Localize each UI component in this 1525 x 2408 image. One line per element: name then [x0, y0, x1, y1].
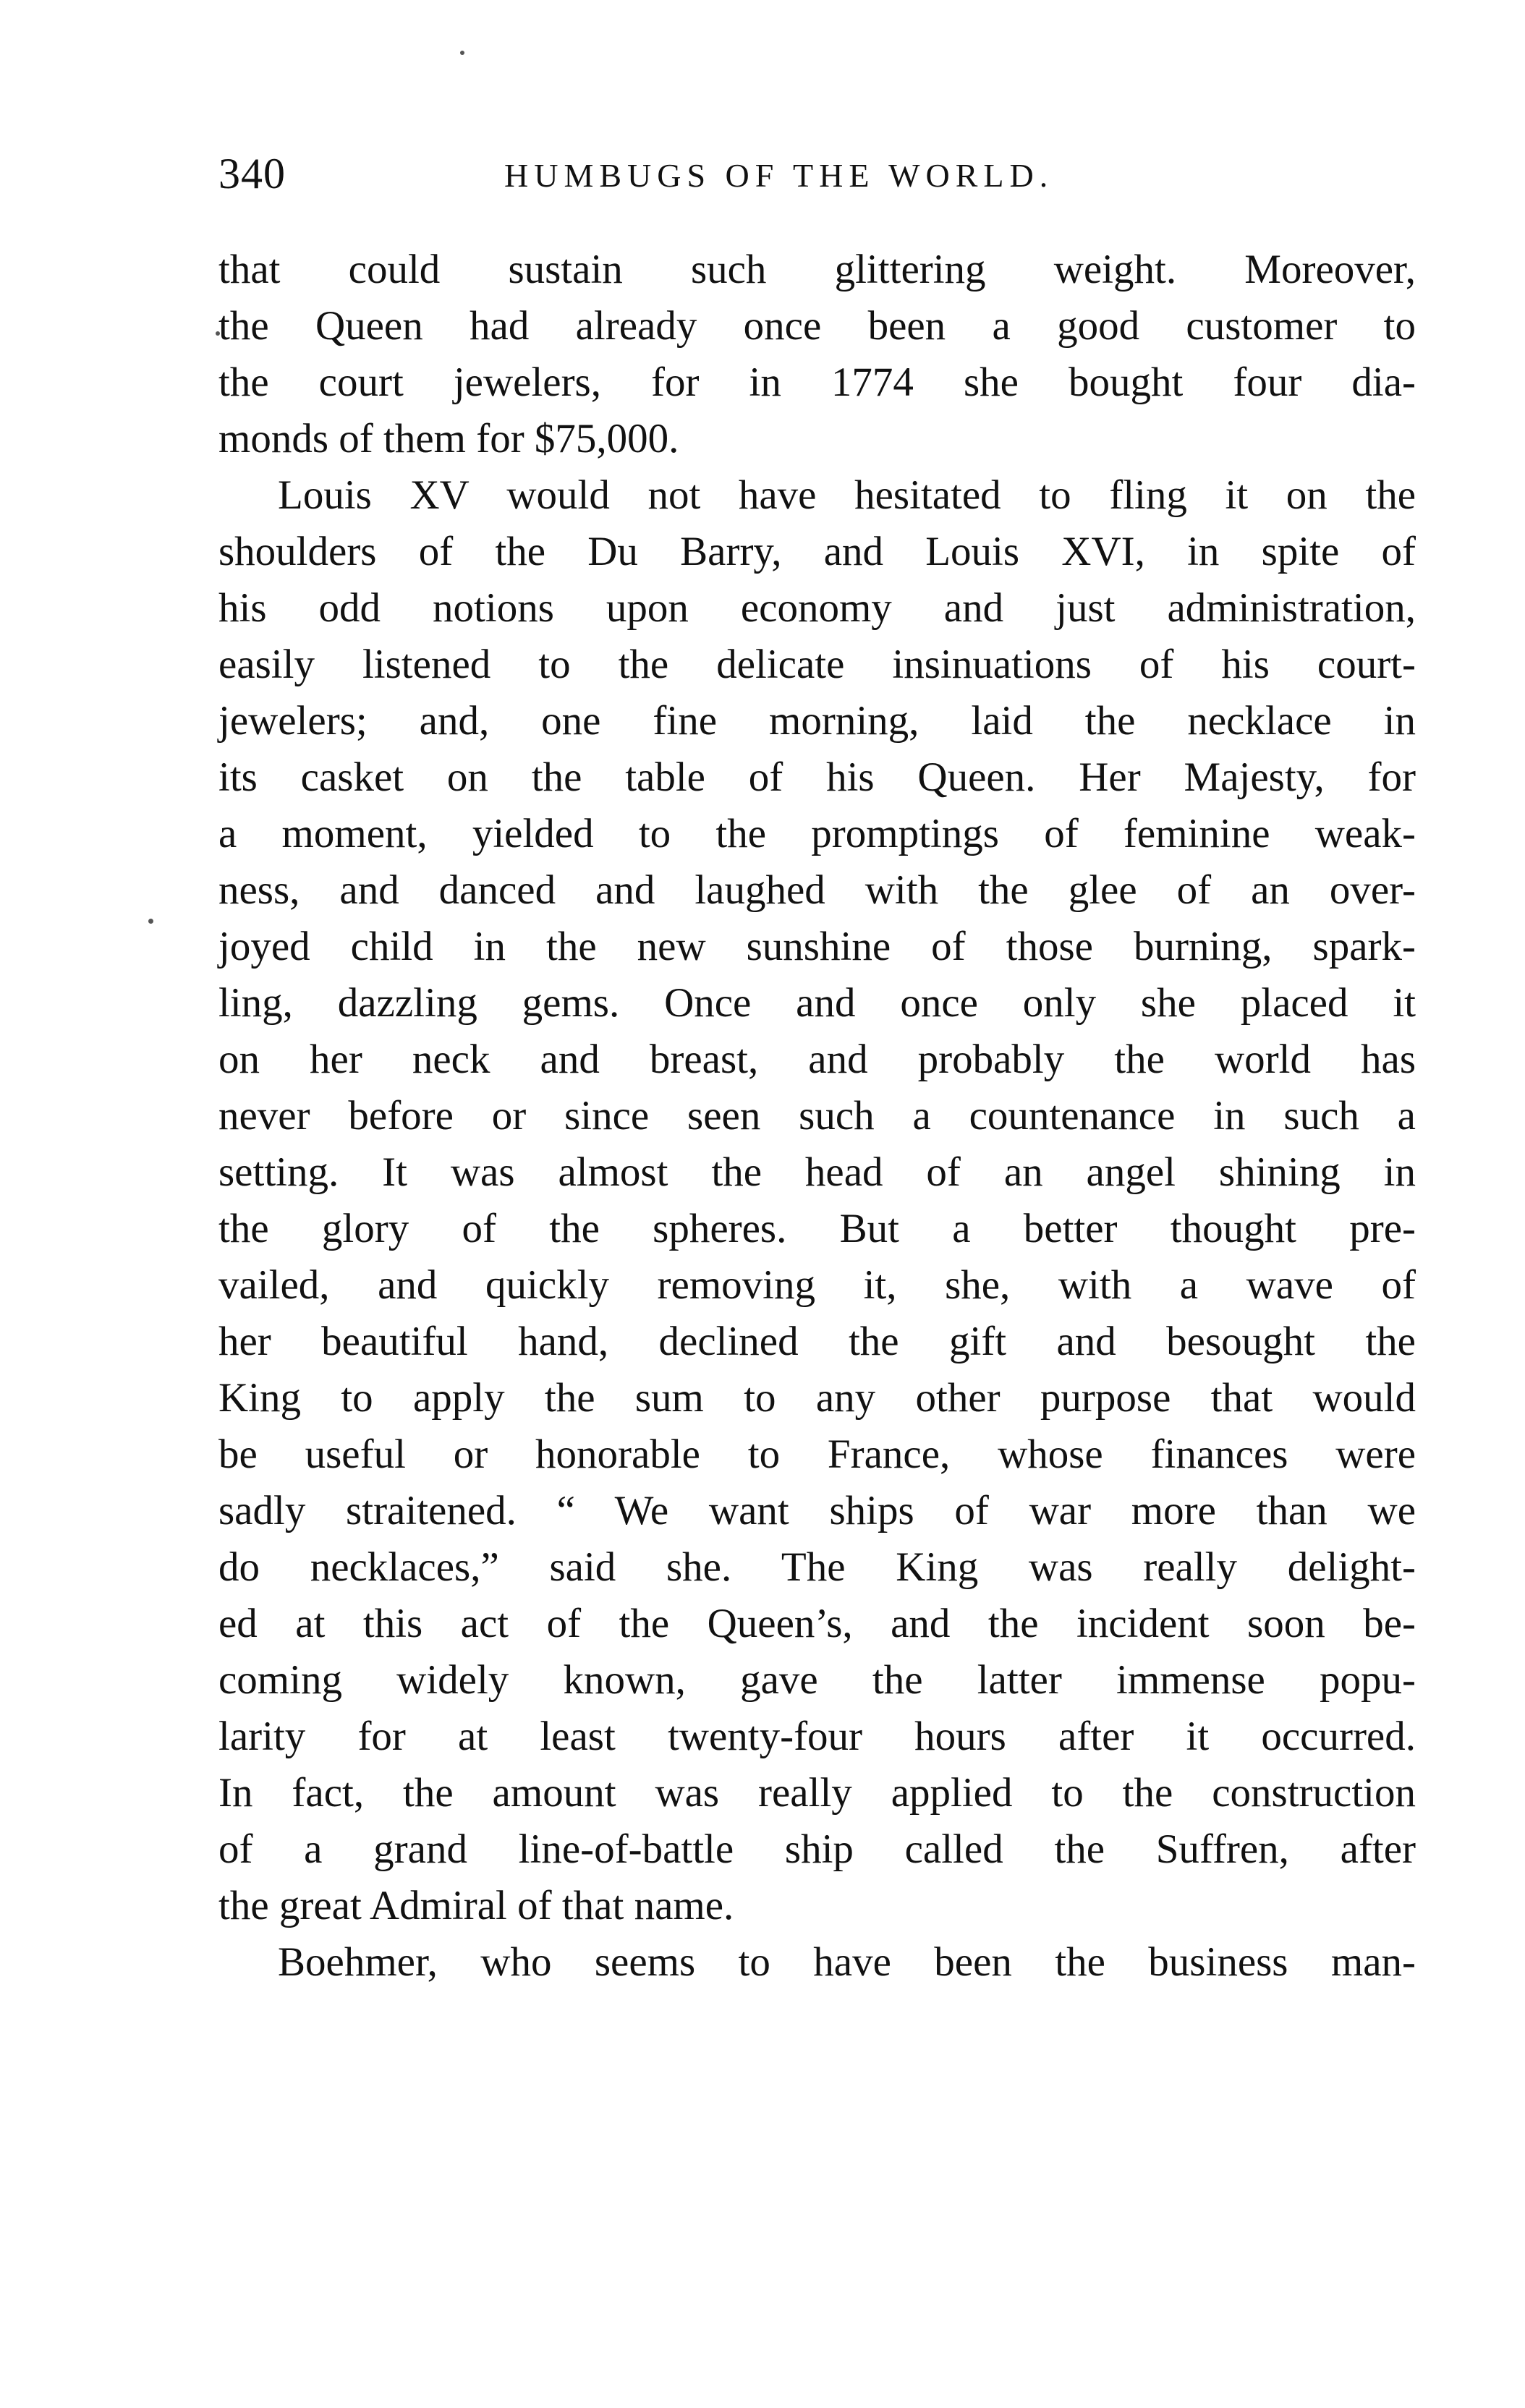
- text-line: the Queen had already once been a good customer to: [218, 303, 1416, 349]
- paragraph-first-line: Boehmer, who seems to have been the business man-: [278, 1939, 1416, 1985]
- text-line: vailed, and quickly removing it, she, with a wave of: [218, 1262, 1416, 1308]
- text-line: shoulders of the Du Barry, and Louis XVI, in spite of: [218, 529, 1416, 574]
- text-line: ness, and danced and laughed with the glee of an over-: [218, 867, 1416, 913]
- text-line: sadly straitened. “ We want ships of war more than we: [218, 1488, 1416, 1533]
- text-line: ling, dazzling gems. Once and once only she placed it: [218, 980, 1416, 1026]
- text-line: the glory of the spheres. But a better thought pre-: [218, 1206, 1416, 1251]
- text-line: that could sustain such glittering weight. Moreover,: [218, 247, 1416, 292]
- text-line: never before or since seen such a countenance in such a: [218, 1093, 1416, 1139]
- text-line: coming widely known, gave the latter immense popu-: [218, 1657, 1416, 1703]
- text-line: of a grand line-of-battle ship called the Suffren, after: [218, 1826, 1416, 1872]
- text-line: do necklaces,” said she. The King was really delight-: [218, 1544, 1416, 1590]
- text-line: ed at this act of the Queen’s, and the incident soon be-: [218, 1601, 1416, 1646]
- paragraph-first-line: Louis XV would not have hesitated to fling it on the: [278, 472, 1416, 518]
- text-line: monds of them for $75,000.: [218, 416, 679, 461]
- text-line: the great Admiral of that name.: [218, 1883, 734, 1928]
- page-number: 340: [218, 150, 286, 197]
- text-line: on her neck and breast, and probably the world has: [218, 1037, 1416, 1082]
- text-line: jewelers; and, one fine morning, laid the necklace in: [218, 698, 1416, 744]
- text-line: In fact, the amount was really applied to the construction: [218, 1770, 1416, 1816]
- text-line: King to apply the sum to any other purpose that would: [218, 1375, 1416, 1421]
- text-line: joyed child in the new sunshine of those burning, spark-: [218, 924, 1416, 969]
- text-line: be useful or honorable to France, whose finances were: [218, 1431, 1416, 1477]
- text-line: setting. It was almost the head of an angel shining in: [218, 1149, 1416, 1195]
- running-title: HUMBUGS OF THE WORLD.: [504, 157, 1054, 194]
- text-line: his odd notions upon economy and just administration,: [218, 585, 1416, 631]
- text-line: larity for at least twenty-four hours after it occurred.: [218, 1714, 1416, 1759]
- text-line: a moment, yielded to the promptings of feminine weak-: [218, 811, 1416, 856]
- text-line: its casket on the table of his Queen. Her Majesty, for: [218, 754, 1416, 800]
- body-text: [218, 242, 1416, 1991]
- print-speck-top: [460, 51, 464, 55]
- text-line: her beautiful hand, declined the gift and besought the: [218, 1319, 1416, 1364]
- text-line: the court jewelers, for in 1774 she bought four dia-: [218, 360, 1416, 405]
- text-line: easily listened to the delicate insinuations of his court-: [218, 642, 1416, 687]
- print-speck-margin: [148, 919, 153, 924]
- running-head: [218, 145, 1416, 203]
